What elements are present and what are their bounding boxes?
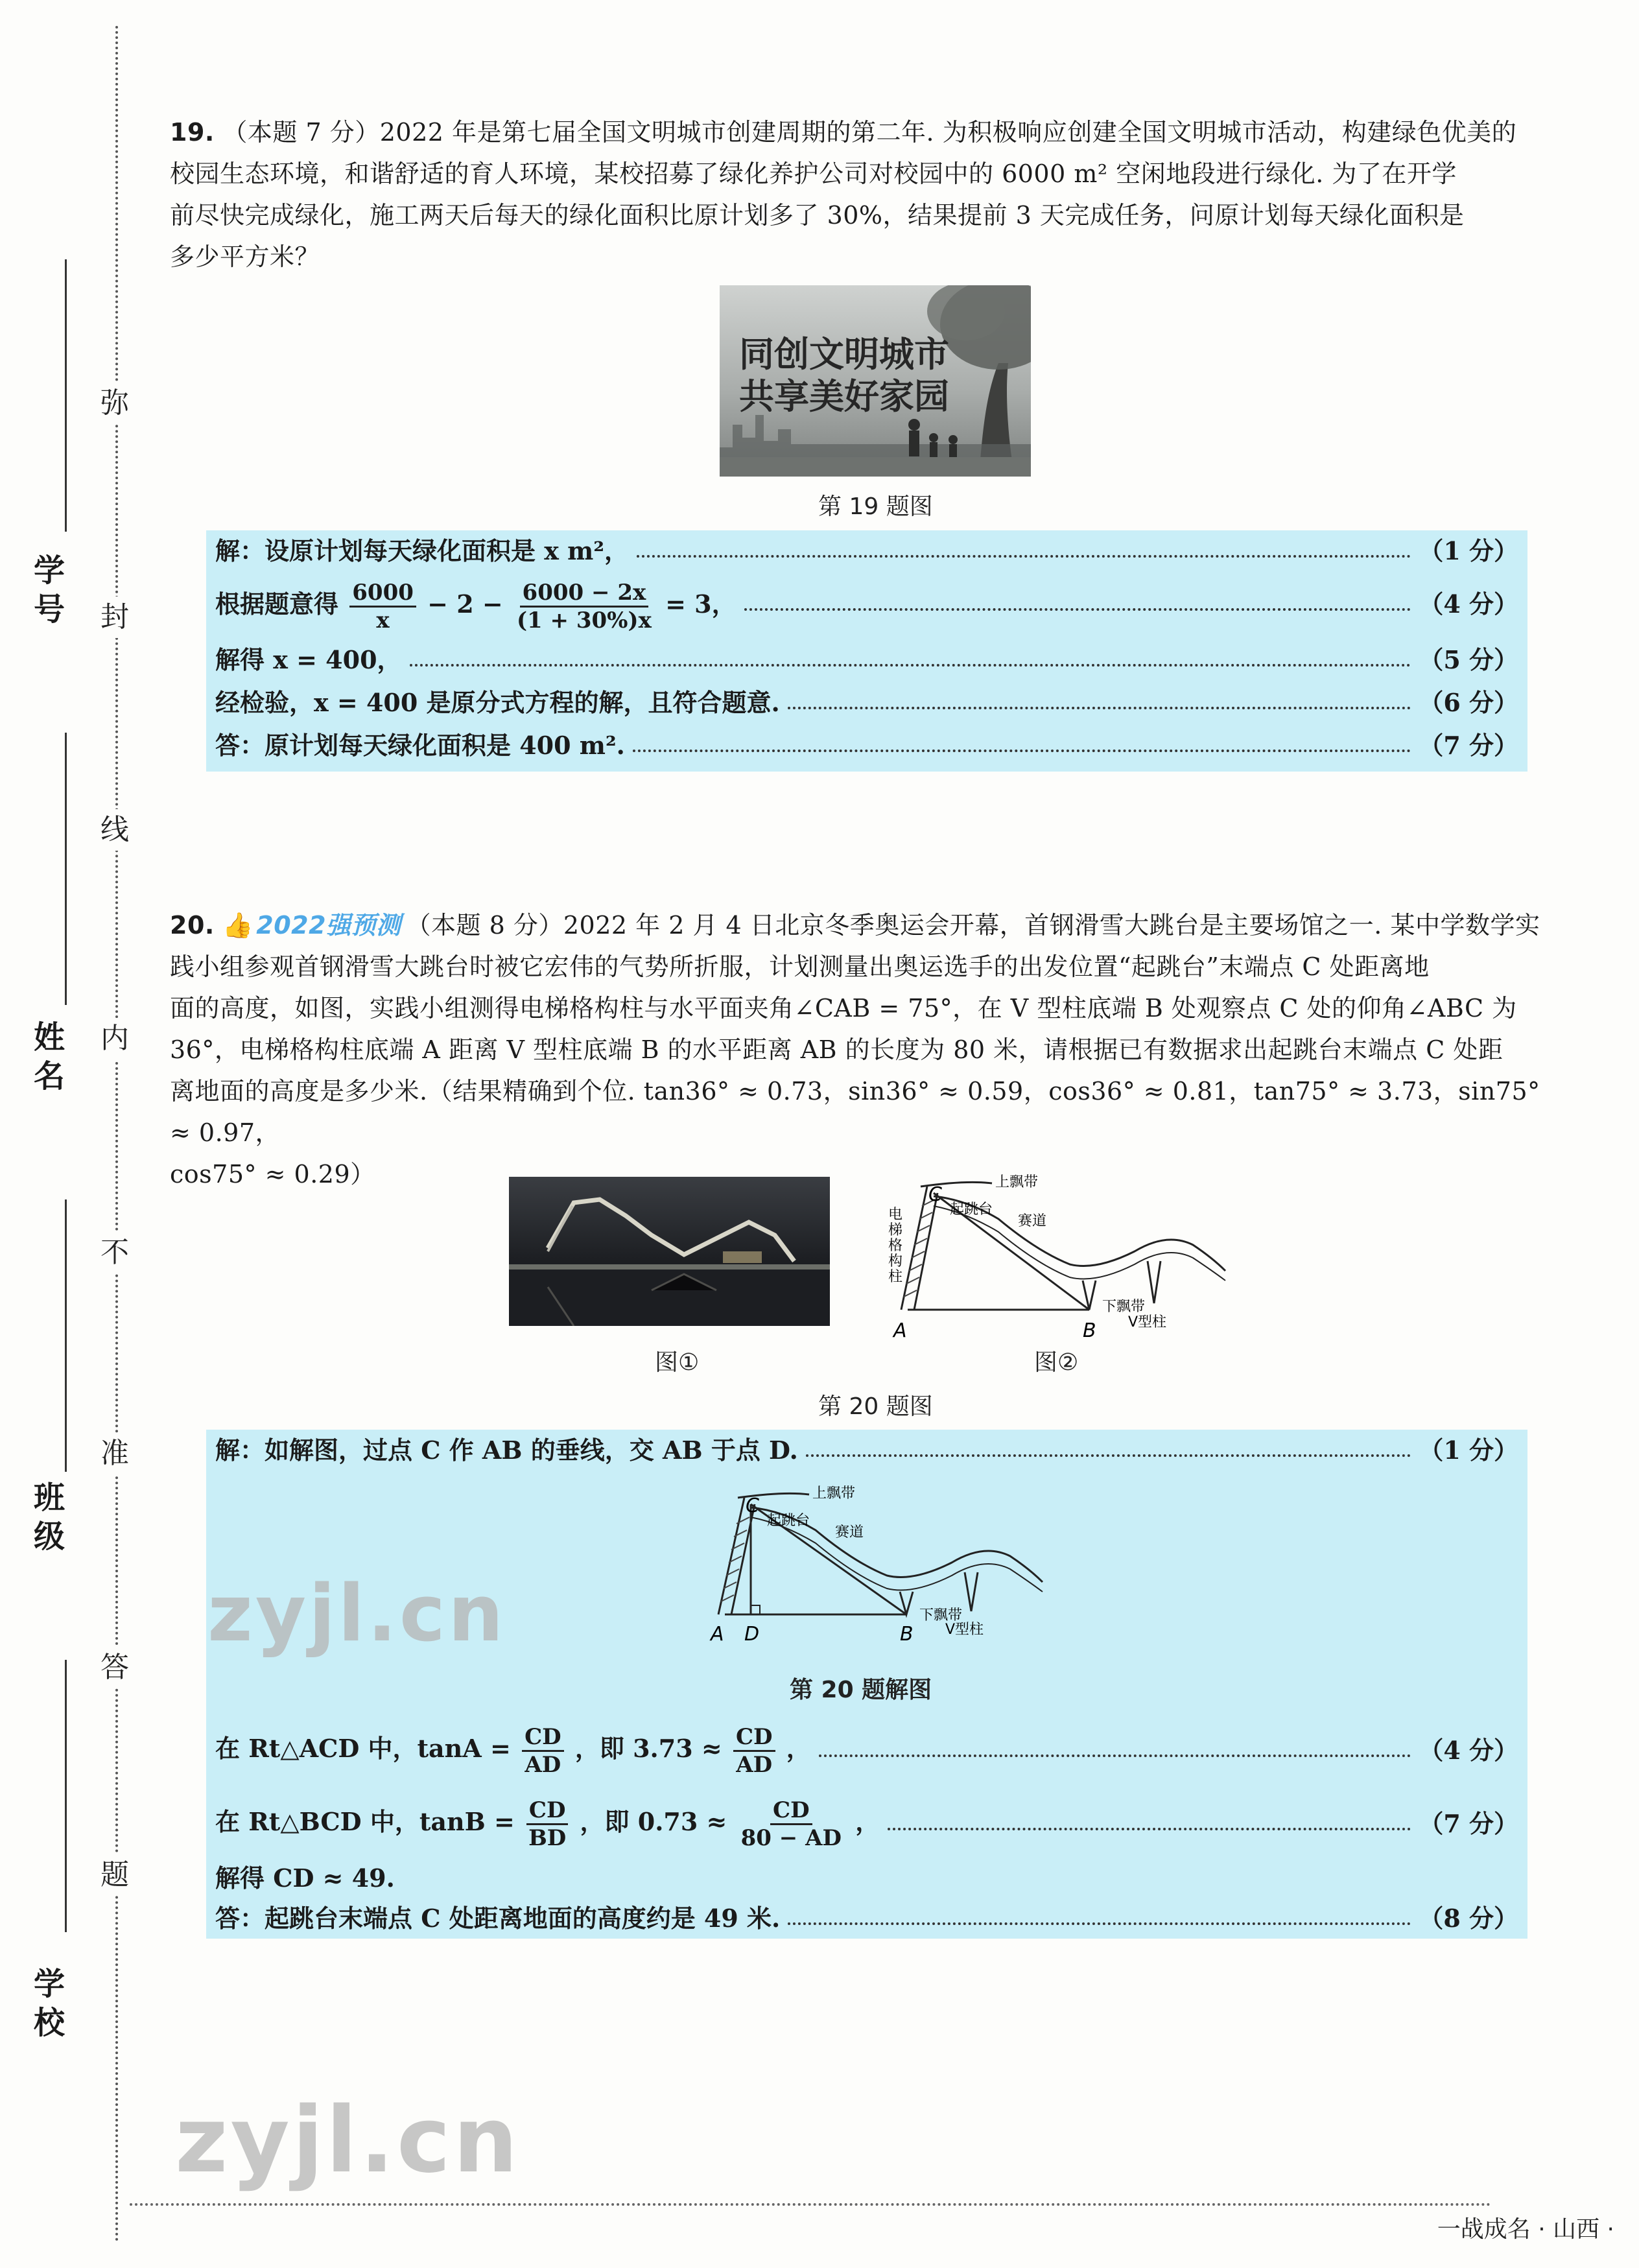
seal-char: 内 bbox=[94, 1018, 136, 1059]
seal-char: 题 bbox=[94, 1854, 136, 1896]
q20-figure-caption: 第 20 题图 bbox=[818, 1393, 933, 1420]
sol-point-c-label: C bbox=[746, 1494, 759, 1517]
q19-answer-step-5: 答：原计划每天绿化面积是 400 m². （7 分） bbox=[215, 731, 1518, 760]
svg-text:下飘带: 下飘带 bbox=[919, 1607, 963, 1624]
q19-answer-step-1: 解：设原计划每天绿化面积是 x m²， （1 分） bbox=[215, 536, 1518, 565]
prediction-badge: 👍 2022强预测 bbox=[222, 911, 401, 939]
q20-answer-step-1: 解：如解图，过点 C 作 AB 的垂线，交 AB 于点 D. （1 分） bbox=[215, 1435, 1518, 1465]
svg-text:构: 构 bbox=[888, 1253, 903, 1270]
q20-structure-diagram bbox=[888, 1167, 1238, 1342]
class-line[interactable] bbox=[65, 1199, 67, 1472]
fig2-caption: 图② bbox=[1034, 1349, 1079, 1376]
q20-solution-diagram bbox=[705, 1485, 1055, 1647]
q19-answer-step-3: 解得 x = 400， （5 分） bbox=[215, 645, 1518, 674]
thumbs-up-icon: 👍 bbox=[222, 911, 254, 939]
svg-text:起跳台: 起跳台 bbox=[767, 1513, 810, 1529]
seal-char: 线 bbox=[94, 809, 136, 851]
bottom-band-label: 下飘带 bbox=[1102, 1299, 1146, 1315]
v-column-label: V型柱 bbox=[1128, 1314, 1167, 1330]
sol-point-d-label: D bbox=[744, 1623, 760, 1646]
school-label: 学 校 bbox=[33, 1966, 65, 2041]
q19-answer-step-2: 根据题意得 $\frac{6000}{x}$ − 2 − $\frac{6000 - 2x}{(1 + 30\%)x}$ = 3， （4 分） bbox=[215, 580, 1518, 633]
student-id-label: 学 号 bbox=[33, 552, 65, 628]
point-b-label: B bbox=[1083, 1319, 1096, 1342]
student-name-line[interactable] bbox=[65, 733, 67, 1005]
q20-answer-step-2: 在 Rt△ACD 中，tanA = $\frac{CD}{AD}$ ，即 3.73 ≈ $\frac{CD}{AD}$ ， （4 分） bbox=[215, 1723, 1518, 1778]
school-line[interactable] bbox=[65, 1660, 67, 1932]
top-band-label: 上飘带 bbox=[995, 1174, 1039, 1190]
q20-number: 20. bbox=[170, 911, 215, 939]
q20-photo-figure bbox=[509, 1177, 830, 1326]
q19-answer-box bbox=[206, 530, 1527, 772]
sol-point-b-label: B bbox=[900, 1623, 914, 1646]
class-label: 班 级 bbox=[33, 1480, 65, 1555]
q20-answer-step-5: 答：起跳台末端点 C 处距离地面的高度约是 49 米. （8 分） bbox=[215, 1904, 1518, 1933]
elevator-label: 电 bbox=[888, 1207, 903, 1223]
q20-answer-step-4: 解得 CD ≈ 49. bbox=[215, 1863, 395, 1893]
svg-text:赛道: 赛道 bbox=[835, 1524, 864, 1541]
student-id-line[interactable] bbox=[65, 259, 67, 532]
seal-char: 弥 bbox=[94, 383, 136, 424]
poster-slogan-2: 共享美好家园 bbox=[739, 376, 949, 417]
track-label: 赛道 bbox=[1018, 1213, 1047, 1229]
q20-text: 20. 👍 2022强预测 （本题 8 分）2022 年 2 月 4 日北京冬季奥运会开幕，首钢滑雪大跳台是主要场馆之一. 某中学数学实 践小组参观首钢滑雪大跳台时被它宏伟的气势所折服，计划测量出奥运选手的出发位置“起跳台”末端点 C 处距离地 面的高度，如图，实践小组测得电梯格构柱与水平面夹角∠CAB = 75°，在 V 型柱底端 B 处观察点 C 处的仰角∠ABC 为 36°，电梯格构柱底端 A 距离 V 型柱底端 B 的水平距离 AB 的长度为 80 米，请根据已有数据求出起跳台末端点 C 处距 离地面的高度是多少米.（结果精确到个位. tan36° ≈ 0.73，sin36° ≈ 0.59，cos36° ≈ 0.81，tan75° ≈ 3.73，sin75° ≈ 0.97， cos75° ≈ 0.29） bbox=[170, 904, 1551, 1195]
svg-text:格: 格 bbox=[888, 1238, 903, 1254]
q20-answer-box bbox=[206, 1430, 1527, 1939]
watermark-text: zyjl.cn bbox=[175, 2088, 521, 2193]
seal-char: 不 bbox=[94, 1232, 136, 1273]
svg-text:上飘带: 上飘带 bbox=[812, 1485, 856, 1502]
q19-text: 19. （本题 7 分）2022 年是第七届全国文明城市创建周期的第二年. 为积极响应创建全国文明城市活动，构建绿色优美的 校园生态环境，和谐舒适的育人环境，某校招募了绿化养护公司对校园中的 6000 m² 空闲地段进行绿化. 为了在开学 前尽快完成绿化，施工两天后每天的绿化面积比原计划多了 30%，结果提前 3 天完成任务，问原计划每天绿化面积是 多少平方米？ bbox=[170, 118, 1517, 271]
q19-number: 19. bbox=[170, 118, 215, 147]
seal-char: 答 bbox=[94, 1647, 136, 1688]
q19-answer-step-4: 经检验，x = 400 是原分式方程的解，且符合题意. （6 分） bbox=[215, 688, 1518, 717]
fig1-caption: 图① bbox=[655, 1349, 700, 1376]
student-name-label: 姓 名 bbox=[33, 1019, 65, 1094]
ramp-label: 起跳台 bbox=[950, 1201, 993, 1218]
poster-slogan-1: 同创文明城市 bbox=[739, 334, 949, 375]
sol-point-a-label: A bbox=[711, 1623, 724, 1646]
q20-solution-caption: 第 20 题解图 bbox=[790, 1677, 932, 1703]
footer-brand: 一战成名 · 山西 · bbox=[1437, 2216, 1614, 2243]
watermark-text: zyjl.cn bbox=[207, 1569, 506, 1659]
svg-text:V型柱: V型柱 bbox=[945, 1622, 984, 1638]
bottom-dotted-line bbox=[130, 2203, 1491, 2206]
binding-dotted-line bbox=[115, 26, 118, 2243]
point-c-label: C bbox=[928, 1183, 942, 1206]
q19-poster-image bbox=[720, 285, 1031, 477]
seal-char: 准 bbox=[94, 1433, 136, 1474]
q20-answer-step-3: 在 Rt△BCD 中，tanB = $\frac{CD}{BD}$ ，即 0.73 ≈ $\frac{CD}{80 - AD}$ ， （7 分） bbox=[215, 1797, 1518, 1851]
svg-text:柱: 柱 bbox=[888, 1269, 903, 1285]
svg-text:梯: 梯 bbox=[888, 1222, 903, 1238]
point-a-label: A bbox=[893, 1319, 907, 1342]
q19-figure-caption: 第 19 题图 bbox=[818, 493, 933, 520]
seal-char: 封 bbox=[94, 597, 136, 638]
